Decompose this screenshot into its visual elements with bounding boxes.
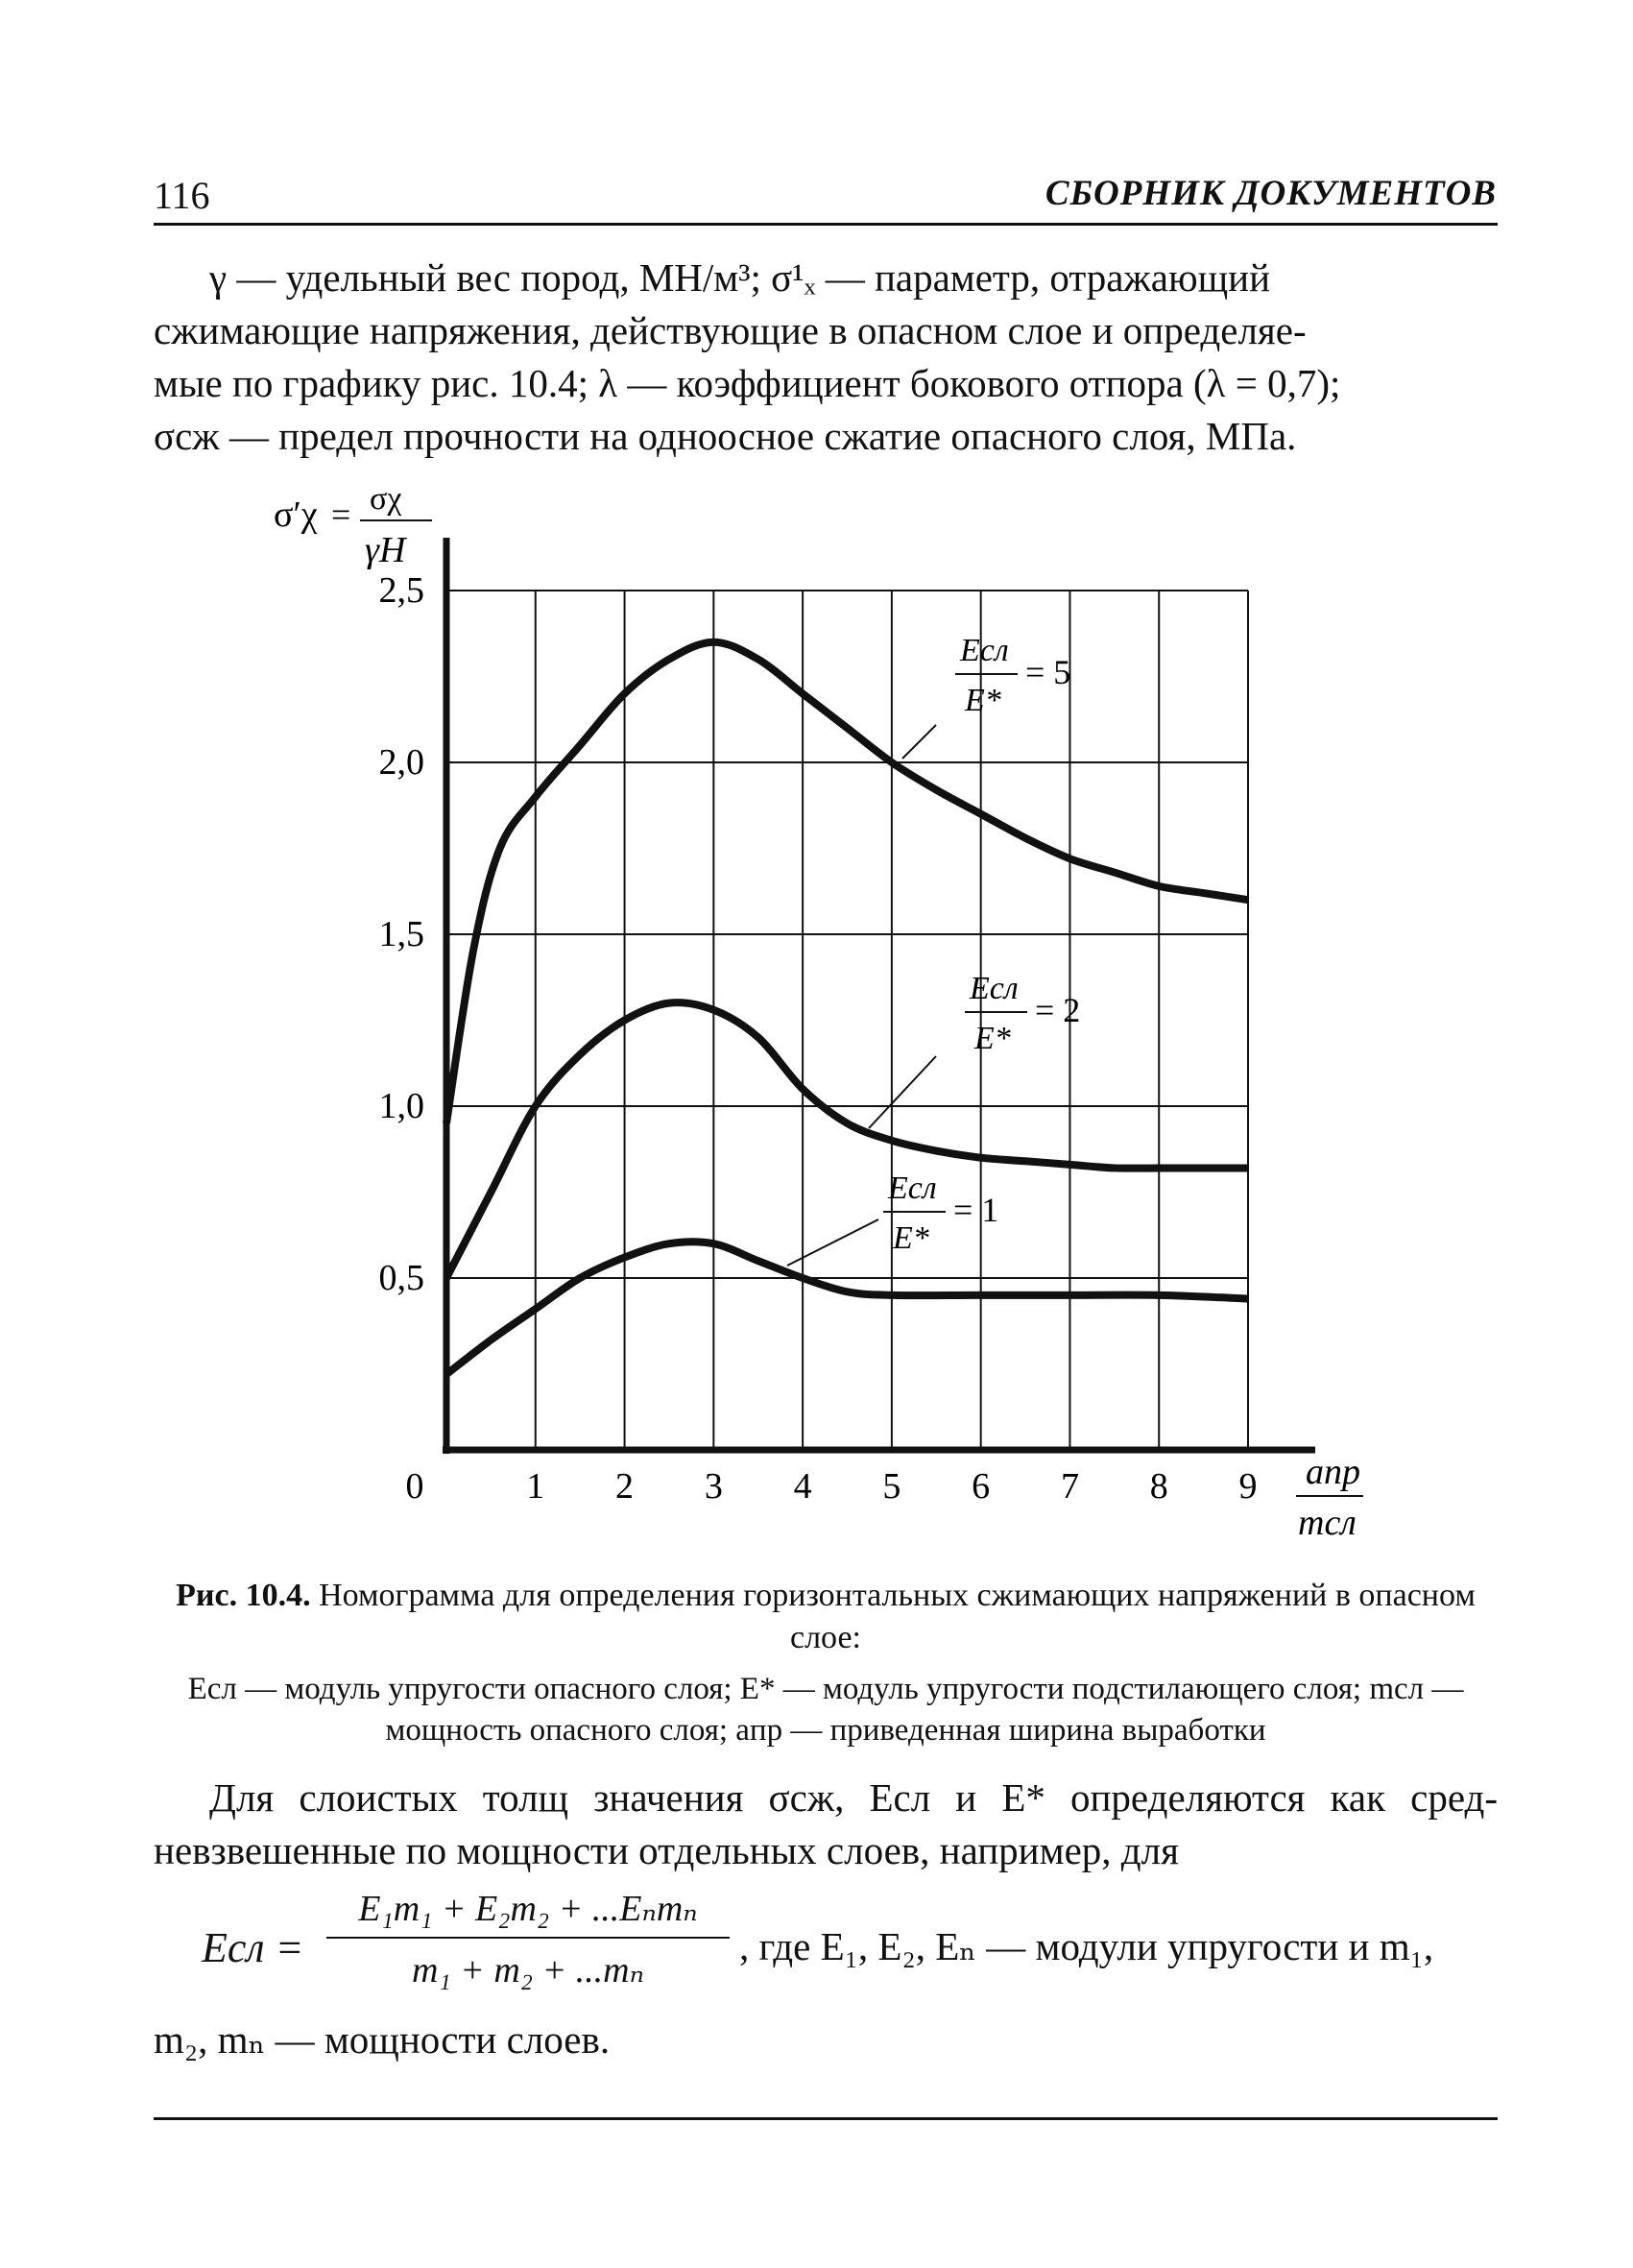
curve-label-5-den: E* bbox=[965, 683, 1001, 718]
x-tick-label-2: 2 bbox=[615, 1466, 635, 1507]
x-tick-label-9: 9 bbox=[1238, 1466, 1258, 1507]
intro-line-1: γ — удельный вес пород, МН/м³; σ¹ₓ — параметр, отражающий bbox=[209, 255, 1271, 300]
intro-line-2: сжимающие напряжения, действующие в опасном слое и определяе- bbox=[154, 308, 1307, 352]
y-tick-label-2: 1,5 bbox=[378, 914, 424, 954]
running-title: СБОРНИК ДОКУМЕНТОВ bbox=[1045, 174, 1497, 213]
body-paragraph bbox=[154, 1772, 1498, 1877]
x-tick-label-0: 0 bbox=[405, 1466, 424, 1507]
x-tick-label-3: 3 bbox=[704, 1466, 723, 1507]
intro-line-4: σсж — предел прочности на одноосное сжатие опасного слоя, МПа. bbox=[154, 414, 1297, 458]
formula-after: , где E₁, E₂, Eₙ — модули упругости и m₁, bbox=[739, 1924, 1434, 1968]
curve-label-5-eq: = 5 bbox=[1025, 653, 1071, 691]
y-axis-denominator: γH bbox=[365, 530, 406, 570]
curve-label-2-eq: = 2 bbox=[1035, 991, 1081, 1029]
y-tick-label-3: 2,0 bbox=[378, 742, 424, 783]
formula-fraction-bar bbox=[326, 1937, 730, 1939]
x-tick-label-7: 7 bbox=[1060, 1466, 1079, 1507]
curve-label-1 bbox=[787, 1170, 998, 1266]
curve-label-5 bbox=[902, 633, 1070, 759]
y-axis-numerator: σχ bbox=[370, 481, 402, 517]
y-tick-label-0: 0,5 bbox=[378, 1258, 424, 1298]
curve-label-2-num: Eсл bbox=[970, 971, 1019, 1006]
curve-label-2-den: E* bbox=[974, 1021, 1011, 1056]
y-axis-eq: = bbox=[331, 495, 351, 534]
y-tick-label-1: 1,0 bbox=[378, 1086, 424, 1126]
x-axis-numerator: aпр bbox=[1306, 1452, 1360, 1492]
series-line-2 bbox=[446, 1002, 1248, 1278]
intro-line-3: мые по графику рис. 10.4; λ — коэффициент бокового отпора (λ = 0,7); bbox=[154, 361, 1341, 405]
x-tick-label-5: 5 bbox=[882, 1466, 901, 1507]
chart-grid bbox=[443, 538, 1315, 1454]
series-line-1 bbox=[446, 642, 1248, 1123]
curve-label-2-leader bbox=[869, 1056, 936, 1128]
x-tick-label-1: 1 bbox=[526, 1466, 545, 1507]
y-tick-label-4: 2,5 bbox=[378, 570, 424, 611]
curve-label-1-leader bbox=[787, 1219, 878, 1266]
x-tick-label-8: 8 bbox=[1149, 1466, 1168, 1507]
body-text: Для слоистых толщ значения σсж, Eсл и E* определяются как сред-невзвешенные по мощности отдельных слоев, например, для bbox=[154, 1775, 1498, 1872]
caption-label: Рис. 10.4. bbox=[176, 1578, 311, 1613]
figure-caption bbox=[158, 1575, 1493, 1751]
caption-note: Eсл — модуль упругости опасного слоя; E* — модуль упругости подстилающего слоя; mсл — мощность опасного слоя; aпр — приведенная ширина выработки bbox=[187, 1672, 1464, 1748]
formula-lhs: Eсл = bbox=[202, 1924, 304, 1971]
bottom-rule bbox=[154, 2117, 1498, 2120]
curve-label-2 bbox=[869, 971, 1080, 1128]
caption-text: Номограмма для определения горизонтальных сжимающих напряжений в опасном слое: bbox=[319, 1578, 1476, 1655]
chart-series bbox=[446, 642, 1248, 1375]
curve-label-1-num: Eсл bbox=[888, 1170, 937, 1206]
series-line-3 bbox=[446, 1242, 1248, 1374]
page-number: 116 bbox=[154, 174, 210, 217]
formula-trailing-text: m₂, mₙ — мощности слоев. bbox=[154, 2017, 611, 2062]
formula-block bbox=[154, 1887, 1498, 2002]
x-tick-label-6: 6 bbox=[972, 1466, 991, 1507]
curve-label-1-den: E* bbox=[893, 1220, 929, 1256]
curve-label-5-num: Eсл bbox=[960, 633, 1009, 668]
x-axis-denominator: mсл bbox=[1298, 1503, 1357, 1543]
formula-numerator: E₁m₁ + E₂m₂ + ...Eₙmₙ bbox=[358, 1889, 698, 1929]
formula-denominator: m₁ + m₂ + ...mₙ bbox=[412, 1950, 644, 1991]
curve-label-5-leader bbox=[902, 725, 936, 759]
y-axis-sigma: σ′χ bbox=[274, 495, 318, 535]
curve-label-1-eq: = 1 bbox=[953, 1191, 999, 1229]
x-tick-label-4: 4 bbox=[793, 1466, 812, 1507]
chart-ticks bbox=[379, 570, 1258, 1507]
